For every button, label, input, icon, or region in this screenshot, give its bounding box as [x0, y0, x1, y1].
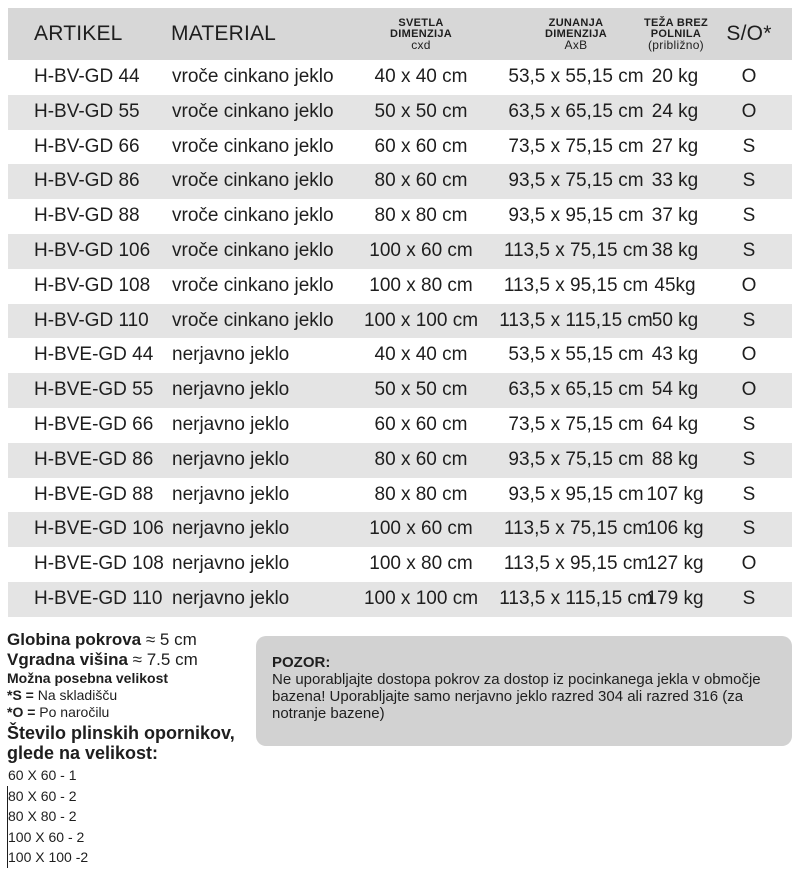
header-teza-line3: (približno)	[648, 37, 704, 52]
header-material: MATERIAL	[171, 22, 277, 45]
globina-note	[7, 630, 257, 650]
cell-artikel: H-BV-GD 44	[34, 66, 140, 87]
cell-artikel: H-BV-GD 55	[34, 100, 140, 122]
cell-artikel: H-BV-GD 108	[34, 274, 151, 296]
cell-svetla-dimenzija: 100 x 60 cm	[369, 239, 473, 261]
cell-teza: 37 kg	[651, 205, 699, 227]
cell-material: vroče cinkano jeklo	[172, 170, 334, 192]
cell-zunanja-dimenzija: 113,5 x 115,15 cm	[499, 587, 653, 609]
cell-so: S	[742, 239, 756, 261]
cell-artikel: H-BV-GD 106	[34, 239, 151, 261]
cell-material: nerjavno jeklo	[172, 483, 290, 505]
cell-svetla-dimenzija: 60 x 60 cm	[374, 413, 468, 435]
cell-artikel: H-BVE-GD 66	[34, 413, 154, 435]
cell-so: S	[742, 518, 756, 540]
s-key: *S =	[7, 687, 34, 703]
cell-material: vroče cinkano jeklo	[172, 274, 334, 296]
header-zunanja-dimenzija	[528, 8, 624, 60]
cell-teza: 88 kg	[651, 448, 699, 470]
cell-svetla-dimenzija: 100 x 60 cm	[369, 518, 473, 540]
warning-text: Ne uporabljajte dostopa pokrov za dostop iz pocinkanega jekla v območje bazena! Uporabljajte samo nerjavno jeklo razred 304 ali razred 316 (za notranje bazene)	[272, 671, 761, 722]
cell-material: nerjavno jeklo	[172, 518, 290, 540]
cell-material: vroče cinkano jeklo	[172, 205, 334, 227]
cell-zunanja-dimenzija: 53,5 x 55,15 cm	[508, 66, 644, 87]
header-svetla-dimenzija	[376, 8, 466, 60]
cell-teza: 45kg	[654, 274, 696, 296]
table-row	[8, 95, 792, 130]
o-key: *O =	[7, 704, 36, 720]
header-teza	[636, 8, 716, 60]
cell-so: S	[742, 170, 756, 192]
cell-artikel: H-BVE-GD 110	[34, 587, 163, 609]
cell-svetla-dimenzija: 100 x 100 cm	[363, 587, 479, 609]
header-artikel: ARTIKEL	[34, 22, 123, 45]
cell-so: S	[742, 483, 756, 505]
cell-material: nerjavno jeklo	[172, 413, 290, 435]
s-legend	[7, 687, 257, 704]
cell-teza: 27 kg	[651, 135, 699, 157]
o-legend	[7, 704, 257, 721]
cell-so: O	[741, 379, 757, 401]
header-teza-line2: POLNILA	[650, 27, 702, 40]
size-item: 80 X 60 - 2	[8, 787, 77, 804]
cell-zunanja-dimenzija: 63,5 x 65,15 cm	[508, 379, 644, 401]
cell-material: nerjavno jeklo	[172, 344, 290, 366]
cell-zunanja-dimenzija: 113,5 x 95,15 cm	[503, 553, 649, 575]
cell-zunanja-dimenzija: 113,5 x 75,15 cm	[503, 518, 649, 540]
table-row	[8, 60, 792, 95]
cell-zunanja-dimenzija: 73,5 x 75,15 cm	[508, 135, 644, 157]
cell-zunanja-dimenzija: 93,5 x 95,15 cm	[508, 483, 644, 505]
cell-artikel: H-BVE-GD 55	[34, 379, 154, 401]
cell-so: O	[741, 100, 757, 122]
o-value: Po naročilu	[39, 704, 110, 720]
table-row	[8, 408, 792, 443]
table-row	[8, 338, 792, 373]
cell-svetla-dimenzija: 80 x 80 cm	[374, 483, 468, 505]
table-row	[8, 512, 792, 547]
cell-svetla-dimenzija: 40 x 40 cm	[374, 344, 468, 366]
table-row	[8, 582, 792, 617]
cell-svetla-dimenzija: 100 x 80 cm	[369, 274, 473, 296]
stevilo-heading-2: glede na velikost:	[7, 743, 159, 763]
cell-so: O	[741, 344, 757, 366]
table-row	[8, 164, 792, 199]
size-item: 60 X 60 - 1	[7, 765, 257, 786]
cell-teza: 50 kg	[651, 309, 699, 331]
cell-artikel: H-BV-GD 66	[34, 135, 140, 157]
cell-material: vroče cinkano jeklo	[172, 100, 334, 122]
cell-zunanja-dimenzija: 53,5 x 55,15 cm	[508, 344, 644, 366]
table-row	[8, 269, 792, 304]
cell-so: S	[742, 413, 756, 435]
cell-zunanja-dimenzija: 113,5 x 75,15 cm	[503, 239, 649, 261]
table-row	[8, 304, 792, 339]
cell-zunanja-dimenzija: 93,5 x 95,15 cm	[508, 205, 644, 227]
header-svetla-line2: DIMENZIJA	[390, 27, 452, 40]
size-item: 100 X 60 - 2	[8, 828, 85, 845]
vgradna-label: Vgradna višina	[7, 650, 128, 669]
cell-zunanja-dimenzija: 93,5 x 75,15 cm	[508, 170, 644, 192]
cell-teza: 127 kg	[646, 553, 704, 575]
cell-material: nerjavno jeklo	[172, 587, 290, 609]
stevilo-heading-1: Število plinskih opornikov,	[7, 723, 235, 743]
cell-teza: 179 kg	[646, 587, 704, 609]
table-header	[8, 8, 792, 60]
cell-teza: 20 kg	[651, 66, 699, 87]
size-item: 80 X 80 - 2	[8, 808, 77, 824]
cell-so: S	[742, 448, 756, 470]
cell-artikel: H-BVE-GD 108	[34, 553, 164, 575]
cell-so: O	[741, 66, 757, 87]
cell-teza: 33 kg	[651, 170, 699, 192]
cell-teza: 54 kg	[651, 379, 699, 401]
cell-so: S	[742, 205, 756, 227]
cell-artikel: H-BV-GD 110	[34, 309, 149, 331]
table-row	[8, 130, 792, 165]
table-body	[8, 60, 792, 617]
header-so: S/O*	[726, 22, 772, 45]
cell-artikel: H-BVE-GD 106	[34, 518, 164, 540]
header-teza-line1: TEŽA BREZ	[643, 16, 708, 29]
warning-title: POZOR:	[272, 654, 331, 671]
size-list	[7, 765, 257, 868]
cell-zunanja-dimenzija: 63,5 x 65,15 cm	[508, 100, 644, 122]
cell-teza: 43 kg	[651, 344, 699, 366]
cell-svetla-dimenzija: 80 x 60 cm	[374, 170, 468, 192]
cell-so: O	[741, 553, 757, 575]
header-svetla-line1: SVETLA	[398, 16, 444, 29]
cell-zunanja-dimenzija: 113,5 x 115,15 cm	[499, 309, 653, 331]
cell-svetla-dimenzija: 50 x 50 cm	[374, 100, 468, 122]
table-row	[8, 478, 792, 513]
cell-svetla-dimenzija: 80 x 80 cm	[374, 205, 468, 227]
cell-material: nerjavno jeklo	[172, 379, 290, 401]
cell-svetla-dimenzija: 80 x 60 cm	[374, 448, 468, 470]
posebna-note: Možna posebna velikost	[7, 670, 169, 686]
cell-teza: 38 kg	[651, 239, 699, 261]
cell-material: vroče cinkano jeklo	[172, 66, 334, 87]
cell-svetla-dimenzija: 100 x 100 cm	[363, 309, 479, 331]
header-zunanja-line2: DIMENZIJA	[545, 27, 607, 40]
cell-material: nerjavno jeklo	[172, 448, 290, 470]
cell-zunanja-dimenzija: 93,5 x 75,15 cm	[508, 448, 644, 470]
cell-svetla-dimenzija: 40 x 40 cm	[374, 66, 468, 87]
cell-artikel: H-BV-GD 86	[34, 170, 140, 192]
cell-svetla-dimenzija: 60 x 60 cm	[374, 135, 468, 157]
table-row	[8, 199, 792, 234]
notes-block	[7, 630, 257, 868]
globina-label: Globina pokrova	[7, 630, 142, 649]
s-value: Na skladišču	[37, 687, 118, 703]
cell-material: vroče cinkano jeklo	[172, 309, 334, 331]
cell-material: vroče cinkano jeklo	[172, 135, 334, 157]
cell-artikel: H-BV-GD 88	[34, 205, 140, 227]
product-table	[8, 8, 792, 617]
size-item: 100 X 100 -2	[8, 849, 89, 865]
cell-material: vroče cinkano jeklo	[172, 239, 334, 261]
table-row	[8, 547, 792, 582]
header-zunanja-line3: AxB	[564, 37, 588, 52]
cell-zunanja-dimenzija: 113,5 x 95,15 cm	[503, 274, 649, 296]
cell-svetla-dimenzija: 50 x 50 cm	[374, 379, 468, 401]
vgradna-note	[7, 650, 257, 670]
cell-so: S	[742, 309, 756, 331]
cell-so: S	[742, 587, 756, 609]
cell-teza: 106 kg	[646, 518, 704, 540]
header-svetla-line3: cxd	[411, 37, 431, 52]
vgradna-value: ≈ 7.5 cm	[132, 650, 198, 669]
table-row	[8, 234, 792, 269]
cell-material: nerjavno jeklo	[172, 553, 290, 575]
cell-teza: 64 kg	[651, 413, 699, 435]
cell-zunanja-dimenzija: 73,5 x 75,15 cm	[508, 413, 644, 435]
cell-artikel: H-BVE-GD 88	[34, 483, 154, 505]
cell-artikel: H-BVE-GD 86	[34, 448, 154, 470]
table-row	[8, 373, 792, 408]
header-zunanja-line1: ZUNANJA	[548, 16, 604, 29]
cell-svetla-dimenzija: 100 x 80 cm	[369, 553, 473, 575]
cell-so: S	[742, 135, 756, 157]
cell-teza: 24 kg	[651, 100, 699, 122]
globina-value: ≈ 5 cm	[145, 630, 197, 649]
table-row	[8, 443, 792, 478]
cell-artikel: H-BVE-GD 44	[34, 344, 154, 366]
cell-teza: 107 kg	[646, 483, 704, 505]
warning-box	[256, 636, 792, 746]
cell-so: O	[741, 274, 757, 296]
